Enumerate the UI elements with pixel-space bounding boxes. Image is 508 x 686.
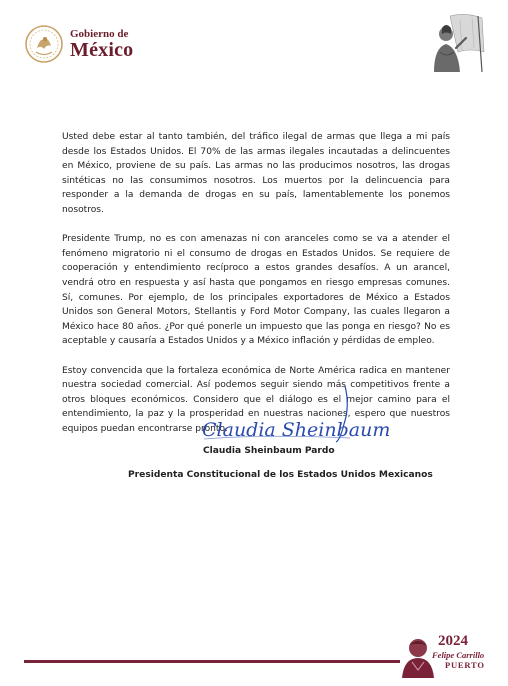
footer-line2: PUERTO xyxy=(445,660,485,670)
mexico-seal-icon xyxy=(24,24,64,64)
footer-line1: Felipe Carrillo xyxy=(432,650,485,660)
gobierno-logo xyxy=(24,24,133,64)
paragraph-dialogue: Estoy convencida que la fortaleza económica de Norte América radica en mantener nuestra sociedad comercial. Así podemos seguir siendo más competitivos frente a otros bloques económicos. Considero que el diálogo es el mejor camino para el entendimiento, la paz y la prosperidad en nuestras naciones, espero que nuestros equipos puedan encontrarse pronto. xyxy=(62,365,450,434)
gov-big-text: México xyxy=(70,38,134,61)
paragraph-arms: Usted debe estar al tanto también, del tráfico ilegal de armas que llega a mi país desde los Estados Unidos. El 70% de las armas ilegales incautadas a delincuentes en México, proviene de su país. Las armas no las producimos nosotros, las drogas sintéticas no las consumimos nosotros. Los muertos por la delincuencia para responder a la demanda de drogas en su país, lamentablemente los ponemos nosotros. xyxy=(62,132,450,215)
footer-year: 2024 xyxy=(438,633,468,649)
heroine-flag-emblem-icon xyxy=(420,12,488,74)
paragraph-tariffs: Presidente Trump, no es con amenazas ni con aranceles como se va a atender el fenómeno migratorio ni el consumo de drogas en Estados Unidos. Se requiere de cooperación y entendimiento recíproco a estos grandes desafíos. A un arancel, vendrá otro en respuesta y así hasta que pongamos en riesgo empresas comunes. Sí, comunes. Por ejemplo, de los principales exportadores de México a Estados Unidos son General Motors, Stellantis y Ford Motor Company, las cuales llegaron a México hace 80 años. ¿Por qué ponerle un impuesto que las ponga en riesgo? No es aceptable y causaría a Estados Unidos y a México inflación y pérdidas de empleo. xyxy=(62,234,450,347)
signer-name: Claudia Sheinbaum Pardo xyxy=(203,446,335,456)
signature-text: Claudia Sheinbaum xyxy=(202,419,391,441)
handwritten-signature xyxy=(200,384,391,444)
signer-title: Presidenta Constitucional de los Estados Unidos Mexicanos xyxy=(128,470,433,480)
gov-small-text: Gobierno de xyxy=(70,27,129,40)
footer-divider xyxy=(24,660,400,663)
